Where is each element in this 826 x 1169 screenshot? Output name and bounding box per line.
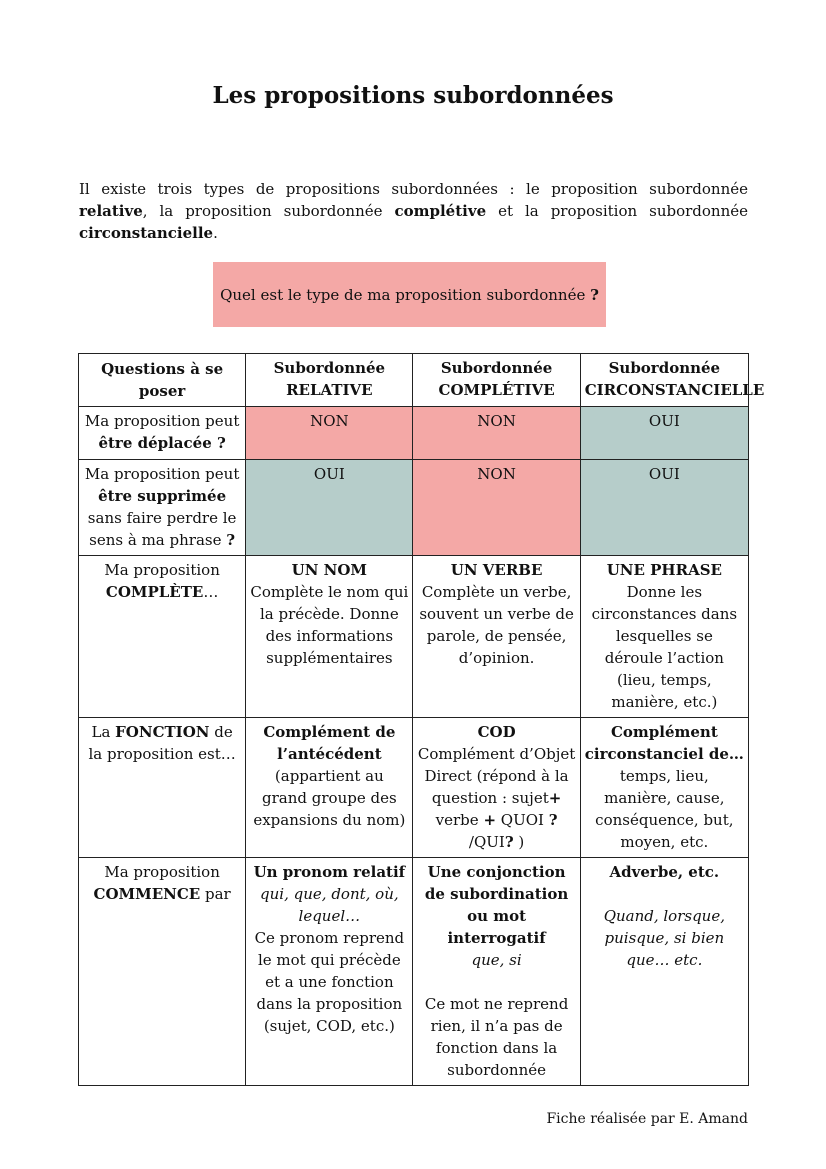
question-cell: Ma proposition peut être déplacée ? xyxy=(79,407,246,460)
table-row xyxy=(79,407,749,460)
cell-relative: Complément de l’antécédent (appartient au grand groupe des expansions du nom) xyxy=(246,718,413,858)
answer-cell-relative: OUI xyxy=(246,460,413,556)
answer-cell-completive: NON xyxy=(413,407,580,460)
table-row xyxy=(79,460,749,556)
footer-credit: Fiche réalisée par E. Amand xyxy=(546,1111,748,1127)
answer-cell-completive: NON xyxy=(413,460,580,556)
header-relative: Subordonnée RELATIVE xyxy=(246,354,413,407)
answer-cell-circonstancielle: OUI xyxy=(580,407,748,460)
intro-text: , la proposition subordonnée xyxy=(142,202,395,220)
question-cell: Ma proposition COMPLÈTE… xyxy=(79,556,246,718)
cell-relative: Un pronom relatif qui, que, dont, où, lequel… Ce pronom reprend le mot qui précède et a une fonction dans la proposition (sujet, COD, etc.) xyxy=(246,858,413,1086)
question-cell: Ma proposition COMMENCE par xyxy=(79,858,246,1086)
question-cell: La FONCTION de la proposition est… xyxy=(79,718,246,858)
question-mark: ? xyxy=(590,285,599,304)
question-box xyxy=(213,262,606,327)
page-title: Les propositions subordonnées xyxy=(212,82,614,109)
answer-cell-circonstancielle: OUI xyxy=(580,460,748,556)
answer-cell-relative: NON xyxy=(246,407,413,460)
intro-text: Il existe trois types de propositions subordonnées : le proposition subordonnée xyxy=(79,180,748,198)
cell-completive: COD Complément d’Objet Direct (répond à la question : sujet+ verbe + QUOI ? /QUI? ) xyxy=(413,718,580,858)
intro-text: et la proposition subordonnée xyxy=(486,202,748,220)
cell-completive: Une conjonction de subordination ou mot interrogatif que, si Ce mot ne reprend rien, il n’a pas de fonction dans la subordonnée xyxy=(413,858,580,1086)
question-cell: Ma proposition peut être supprimée sans faire perdre le sens à ma phrase ? xyxy=(79,460,246,556)
header-completive: Subordonnée COMPLÉTIVE xyxy=(413,354,580,407)
intro-circonstancielle: circonstancielle xyxy=(79,224,214,242)
question-text: Quel est le type de ma proposition subordonnée xyxy=(220,285,591,304)
cell-circonstancielle: Adverbe, etc. Quand, lorsque, puisque, si bien que… etc. xyxy=(580,858,748,1086)
intro-completive: complétive xyxy=(394,202,487,220)
table-row xyxy=(79,718,749,858)
intro-text: . xyxy=(213,224,218,242)
table-row xyxy=(79,556,749,718)
comparison-table xyxy=(78,353,765,1086)
cell-completive: UN VERBE Complète un verbe, souvent un verbe de parole, de pensée, d’opinion. xyxy=(413,556,580,718)
header-questions: Questions à se poser xyxy=(79,354,246,407)
cell-circonstancielle: Complément circonstanciel de… temps, lieu, manière, cause, conséquence, but, moyen, etc. xyxy=(580,718,748,858)
cell-relative: UN NOM Complète le nom qui la précède. Donne des informations supplémentaires xyxy=(246,556,413,718)
intro-paragraph xyxy=(79,178,748,244)
header-circonstancielle: Subordonnée CIRCONSTANCIELLE xyxy=(580,354,748,407)
intro-relative: relative xyxy=(79,202,143,220)
cell-circonstancielle: UNE PHRASE Donne les circonstances dans lesquelles se déroule l’action (lieu, temps, manière, etc.) xyxy=(580,556,748,718)
table-row xyxy=(79,858,749,1086)
table-header-row xyxy=(79,354,749,407)
